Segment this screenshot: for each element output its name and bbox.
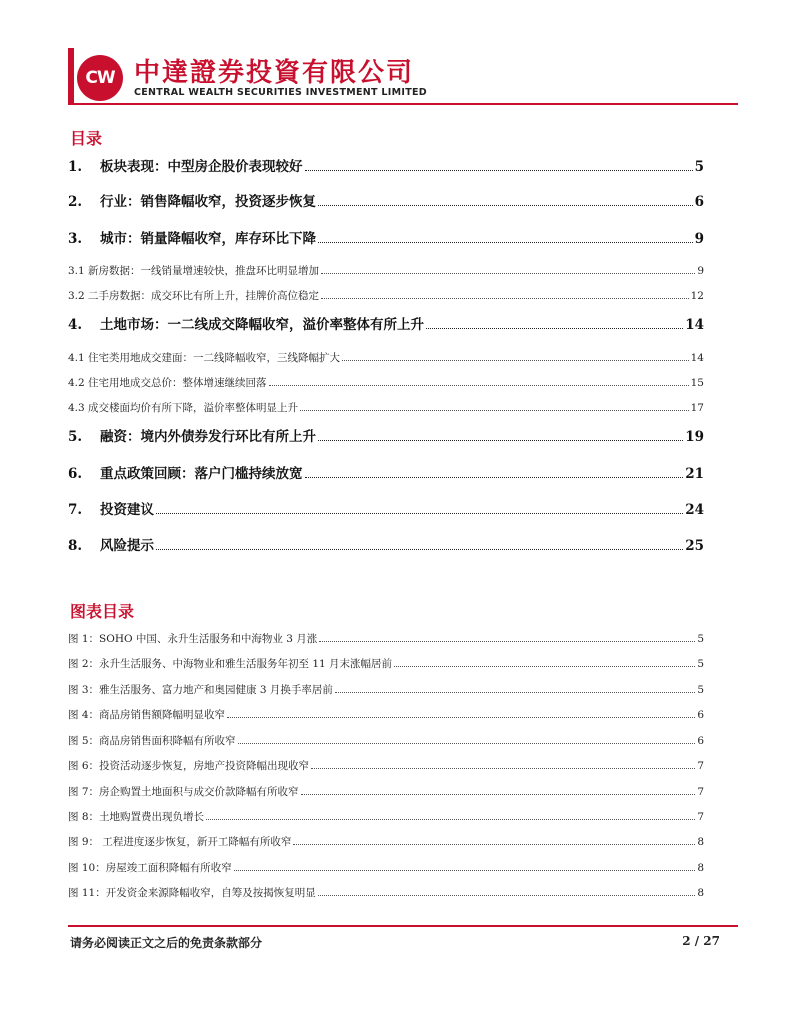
figure-entry-page: 7 (697, 786, 704, 798)
figure-entry-title: 图 9： 工程进度逐步恢复，新开工降幅有所收窄 (68, 836, 292, 848)
toc-entry-title: 重点政策回顾：落户门槛持续放宽 (100, 466, 303, 482)
toc-entry-number: 4. (68, 317, 83, 333)
toc-entry-number: 6. (68, 466, 83, 482)
toc-entry-number: 8. (68, 538, 83, 554)
figures-heading: 图表目录 (70, 602, 135, 621)
toc-leader (321, 290, 689, 299)
figure-entry[interactable] (68, 758, 704, 773)
toc-entry-number: 3. (68, 231, 83, 247)
toc-entry-number: 1. (68, 159, 83, 175)
figure-entry-page: 7 (697, 811, 704, 823)
figure-entry-title: 图 1：SOHO 中国、永升生活服务和中海物业 3 月涨 (68, 633, 318, 645)
figure-entry-title: 图 8：土地购置费出现负增长 (68, 811, 205, 823)
figure-entry[interactable] (68, 631, 704, 646)
toc-leader (293, 836, 695, 845)
figure-entry-title: 图 10：房屋竣工面积降幅有所收窄 (68, 862, 232, 874)
toc-leader (156, 502, 683, 514)
toc-subentry-page: 14 (690, 352, 704, 364)
figure-entry-title: 图 4：商品房销售额降幅明显收窄 (68, 709, 226, 721)
toc-entry-title: 融资：境内外债券发行环比有所上升 (100, 429, 316, 445)
toc-entry-title: 行业：销售降幅收窄，投资逐步恢复 (100, 194, 316, 210)
toc-leader (321, 265, 695, 274)
toc-entry-title: 城市：销量降幅收窄，库存环比下降 (100, 231, 316, 247)
toc-leader (318, 887, 696, 896)
figure-entry[interactable] (68, 809, 704, 824)
figure-entry[interactable] (68, 682, 704, 697)
toc-subentry[interactable] (68, 400, 704, 415)
toc-entry-number: 2. (68, 194, 83, 210)
toc-leader (319, 633, 695, 642)
toc-leader (318, 231, 693, 243)
toc-entry-page: 25 (685, 538, 704, 554)
toc-entry-number: 7. (68, 502, 83, 518)
header-divider (68, 103, 738, 105)
toc-subentry[interactable] (68, 375, 704, 390)
footer-disclaimer: 请务必阅读正文之后的免责条款部分 (70, 936, 263, 950)
figure-entry-page: 6 (697, 709, 704, 721)
toc-subentry-title: 3.1 新房数据：一线销量增速较快，推盘环比明显增加 (68, 265, 320, 277)
toc-leader (300, 402, 689, 411)
figure-entry-page: 5 (697, 684, 704, 696)
toc-leader (394, 658, 695, 667)
figure-entry-title: 图 5：商品房销售面积降幅有所收窄 (68, 735, 236, 747)
toc-entry[interactable] (68, 462, 704, 482)
toc-leader (318, 194, 693, 206)
toc-leader (305, 466, 684, 478)
toc-subentry[interactable] (68, 263, 704, 278)
toc-entry-page: 19 (685, 429, 704, 445)
figure-entry-page: 7 (697, 760, 704, 772)
toc-leader (269, 377, 689, 386)
toc-subentry-page: 12 (690, 290, 704, 302)
toc-leader (311, 760, 695, 769)
toc-leader (335, 684, 695, 693)
toc-subentry[interactable] (68, 350, 704, 365)
figure-entry[interactable] (68, 784, 704, 799)
figure-entry[interactable] (68, 885, 704, 900)
toc-entry-page: 5 (694, 159, 704, 175)
toc-entry[interactable] (68, 498, 704, 518)
toc-leader (342, 352, 689, 361)
logo-text: CW (85, 68, 115, 88)
figure-entry[interactable] (68, 733, 704, 748)
figure-entry-page: 8 (697, 836, 704, 848)
toc-entry[interactable] (68, 313, 704, 333)
toc-entry[interactable] (68, 227, 704, 247)
toc-leader (238, 735, 696, 744)
toc-leader (156, 538, 683, 550)
toc-subentry-page: 17 (690, 402, 704, 414)
toc-entry-page: 21 (685, 466, 704, 482)
company-logo (77, 55, 123, 101)
toc-entry[interactable] (68, 155, 704, 175)
toc-entry-page: 24 (685, 502, 704, 518)
toc-leader (301, 786, 696, 795)
toc-entry-title: 投资建议 (100, 502, 154, 518)
toc-leader (227, 709, 695, 718)
toc-subentry-title: 4.2 住宅用地成交总价：整体增速继续回落 (68, 377, 267, 389)
toc-entry-title: 风险提示 (100, 538, 154, 554)
toc-entry[interactable] (68, 425, 704, 445)
toc-entry-page: 14 (685, 317, 704, 333)
figure-entry-page: 5 (697, 658, 704, 670)
figure-entry[interactable] (68, 834, 704, 849)
figure-entry-title: 图 6：投资活动逐步恢复，房地产投资降幅出现收窄 (68, 760, 310, 772)
toc-entry-title: 土地市场：一二线成交降幅收窄，溢价率整体有所上升 (100, 317, 424, 333)
company-name-en: CENTRAL WEALTH SECURITIES INVESTMENT LIMITED (134, 87, 427, 98)
figure-entry-title: 图 2：永升生活服务、中海物业和雅生活服务年初至 11 月末涨幅居前 (68, 658, 393, 670)
figure-entry[interactable] (68, 707, 704, 722)
figure-entry-page: 8 (697, 862, 704, 874)
figure-entry-page: 6 (697, 735, 704, 747)
toc-entry-number: 5. (68, 429, 83, 445)
figure-entry[interactable] (68, 860, 704, 875)
toc-subentry-page: 9 (697, 265, 704, 277)
figure-entry-title: 图 11：开发资金来源降幅收窄，自筹及按揭恢复明显 (68, 887, 316, 899)
toc-subentry-page: 15 (690, 377, 704, 389)
toc-entry[interactable] (68, 190, 704, 210)
company-name-cn: 中達證券投資有限公司 (134, 58, 415, 88)
toc-subentry[interactable] (68, 288, 704, 303)
toc-leader (426, 317, 683, 329)
toc-leader (305, 159, 693, 171)
logo-accent-bar (68, 48, 74, 104)
toc-entry[interactable] (68, 534, 704, 554)
toc-leader (234, 862, 696, 871)
figure-entry-page: 5 (697, 633, 704, 645)
figure-entry-title: 图 7：房企购置土地面积与成交价款降幅有所收窄 (68, 786, 299, 798)
toc-subentry-title: 4.1 住宅类用地成交建面：一二线降幅收窄，三线降幅扩大 (68, 352, 341, 364)
figure-entry-page: 8 (697, 887, 704, 899)
toc-leader (206, 811, 695, 820)
figure-entry-title: 图 3：雅生活服务、富力地产和奥园健康 3 月换手率居前 (68, 684, 333, 696)
toc-subentry-title: 3.2 二手房数据：成交环比有所上升，挂牌价高位稳定 (68, 290, 320, 302)
toc-heading: 目录 (70, 129, 103, 148)
toc-subentry-title: 4.3 成交楼面均价有所下降，溢价率整体明显上升 (68, 402, 299, 414)
figure-entry[interactable] (68, 656, 704, 671)
footer-divider (68, 925, 738, 927)
toc-entry-page: 6 (694, 194, 704, 210)
toc-entry-title: 板块表现：中型房企股价表现较好 (100, 159, 303, 175)
toc-entry-page: 9 (694, 231, 704, 247)
page-indicator: 2 / 27 (682, 934, 720, 948)
toc-leader (318, 429, 683, 441)
